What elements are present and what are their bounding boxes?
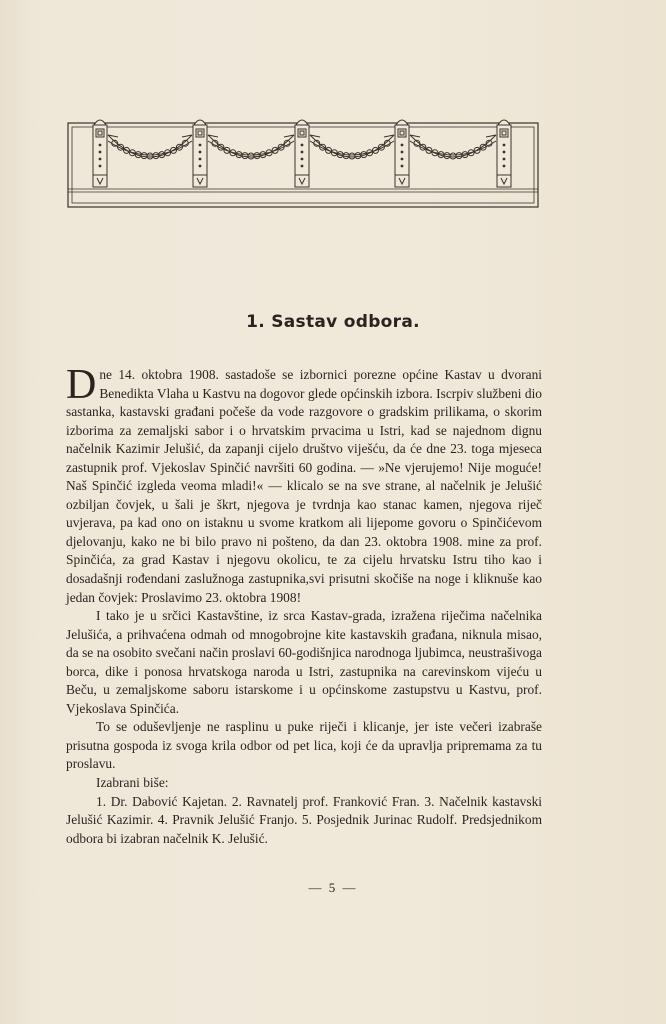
- drop-cap: D: [66, 362, 97, 408]
- pillar-motif: [395, 120, 409, 187]
- pillar-motif: [93, 120, 107, 187]
- pillar-motif: [193, 120, 207, 187]
- page-number: — 5 —: [308, 880, 358, 895]
- paragraph-5: 1. Dr. Dabović Kajetan. 2. Ravnatelj prof. Franković Fran. 3. Načelnik kastavski Jelušić Kazimir. 4. Pravnik Jelušić Franjo. 5. Posjednik Jurinac Rudolf. Predsjednikom odbora bi izabran načelnik K. Jelušić.: [66, 793, 542, 846]
- paragraph-3: To se oduševljenje ne rasplinu u puke riječi i klicanje, jer iste večeri izabraše prisutna gospoda iz svoga krila odbor od pet lica, koji će da upravlja pripremama za tu proslavu.: [66, 719, 542, 772]
- garland-swag: [208, 135, 294, 159]
- garland-swag: [310, 135, 394, 159]
- paragraph-1: Dne 14. oktobra 1908. sastadoše se izbornici porezne općine Kastav u dvorani Benedikta Vlaha u Kastvu na dogovor glede općinskih izbora. Iscrpiv službeni dio sastanka, kastavski građani počeše da vode razgovore o gradskim prilikama, o skorim izborima za zemaljski sabor i o hrvatskim prvacima u Istri, kad se najednom dignu načelnik Kazimir Jelušić, da zapanji cijelo društvo viješću, da će dne 23. toga mjeseca zastupnik prof. Vjekoslav Spinčić navršiti 60 godina. — »Ne vjerujemo! Nije moguće! Naš Spinčić izgleda veoma mladi!« — klicalo se na sve strane, al načelnik je Jelušić ozbiljan čovjek, u šali je škrt, njegova je tvrdnja kao stanac kamen, njegova riječ uvjerava, pa kad ono on istaknu u svome kratkom ali lijepome govoru o Spinčićevom djelovanju, kako ne bi bilo pravo ni pošteno, da dan 23. oktobra 1908. mine za prof. Spinčića, za grad Kastav i njegovu okolicu, te za cijelu hrvatsku Istru tiho kao i dosadašnji rođendani zaslužnoga zastupnika,svi prisutni skočiše na noge i kliknuše kao jedan čovjek: Proslavimo 23. oktobra 1908!: [66, 362, 542, 605]
- paragraph-4: Izabrani biše:: [96, 775, 169, 791]
- garland-swag: [410, 135, 496, 159]
- body-text: [66, 362, 542, 848]
- paragraph-2: I tako je u srčici Kastavštine, iz srca Kastav-grada, izražena riječima načelnika Jelušića, a prihvaćena odmah od mnogobrojne kite kastavskih građana, niknula misao, da se na osobito svečani način proslavi 60-godišnjica narodnoga ljubimca, neustrašivoga borca, dike i ponosa hrvatskoga naroda u Istri, zastupnika na carevinskom vijeću u Beču, u zemaljskome saboru istarskome i u općinskome zastupstvu u Kastvu, prof. Vjekoslava Spinčića.: [66, 608, 542, 716]
- section-heading: 1. Sastav odbora.: [246, 312, 420, 332]
- garland-ornament: [66, 117, 540, 209]
- pillar-motif: [497, 120, 511, 187]
- garland-swag: [108, 135, 192, 159]
- pillar-motif: [295, 120, 309, 187]
